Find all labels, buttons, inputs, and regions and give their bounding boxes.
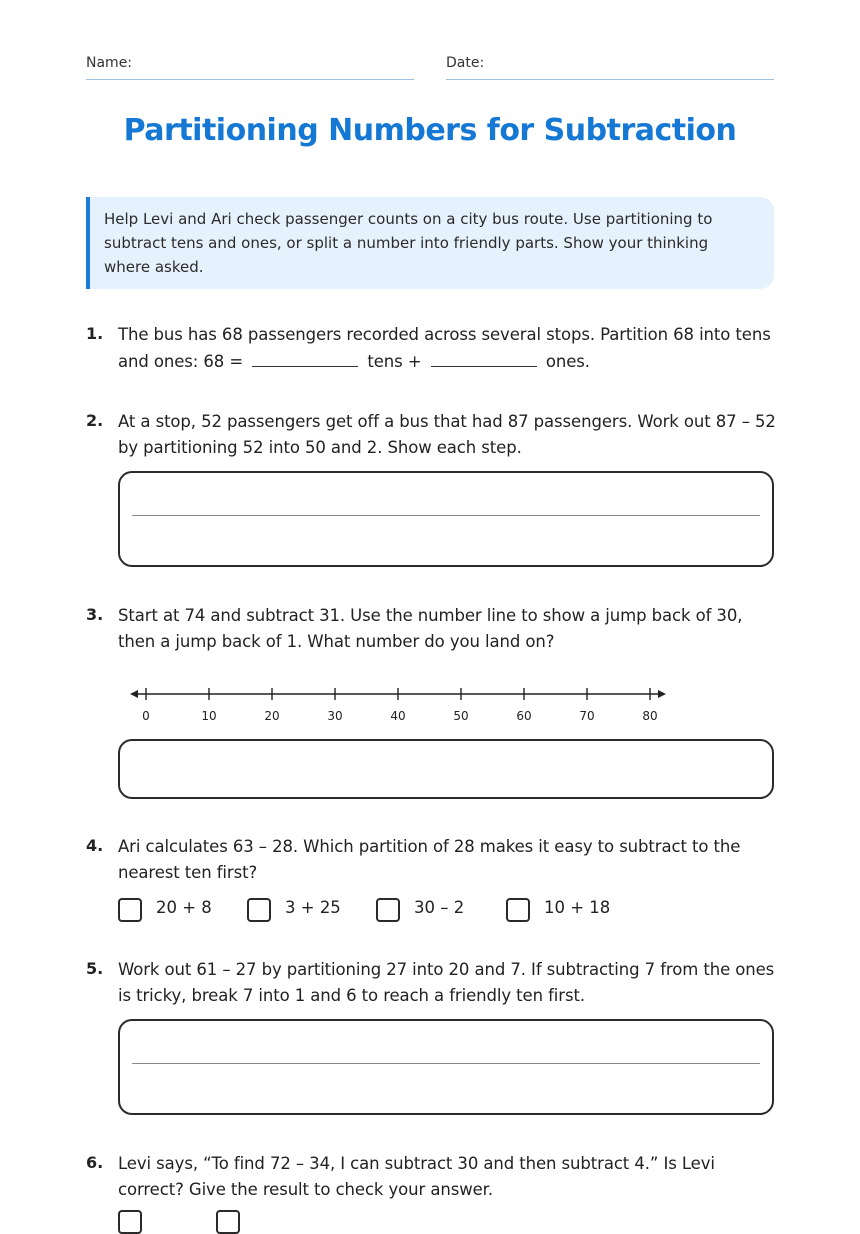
number-line-label: 20 bbox=[264, 709, 280, 723]
question-1-text bbox=[118, 322, 778, 375]
question-4-text: Ari calculates 63 – 28. Which partition of 28 makes it easy to subtract to the nearest ten first? bbox=[118, 837, 741, 882]
intro-text: Help Levi and Ari check passenger counts on a city bus route. Use partitioning to subtract tens and ones, or split a number into friendly parts. Show your thinking where asked. bbox=[104, 210, 713, 276]
number-line-left-arrow bbox=[130, 690, 138, 698]
page-title: Partitioning Numbers for Subtraction bbox=[123, 113, 737, 148]
option-checkbox[interactable] bbox=[118, 898, 142, 922]
writing-line bbox=[132, 1063, 760, 1064]
intro-box bbox=[86, 197, 774, 289]
question-5-number: 5. bbox=[86, 959, 104, 978]
number-line-label: 0 bbox=[142, 709, 150, 723]
option-checkbox[interactable] bbox=[247, 898, 271, 922]
writing-line bbox=[132, 515, 760, 516]
question-3-answer-box[interactable] bbox=[118, 739, 774, 799]
question-3-number: 3. bbox=[86, 605, 104, 624]
question-2-number: 2. bbox=[86, 411, 104, 430]
question-1-text-middle: tens + bbox=[367, 352, 422, 371]
date-label: Date: bbox=[446, 55, 485, 71]
option-label: 30 – 2 bbox=[414, 898, 465, 917]
question-1-text-before: The bus has 68 passengers recorded across several stops. Partition 68 into tens and ones: 68 = bbox=[118, 325, 771, 371]
question-6-text: Levi says, “To find 72 – 34, I can subtract 30 and then subtract 4.” Is Levi correct? Give the result to check your answer. bbox=[118, 1154, 715, 1199]
question-5-text: Work out 61 – 27 by partitioning 27 into 20 and 7. If subtracting 7 from the ones is tricky, break 7 into 1 and 6 to reach a friendly ten first. bbox=[118, 960, 775, 1005]
number-line-right-arrow bbox=[658, 690, 666, 698]
question-1-number: 1. bbox=[86, 324, 104, 343]
option-checkbox[interactable] bbox=[506, 898, 530, 922]
name-field[interactable] bbox=[86, 54, 414, 80]
question-2-answer-box[interactable] bbox=[118, 471, 774, 567]
question-4-number: 4. bbox=[86, 836, 104, 855]
number-line-label: 30 bbox=[327, 709, 343, 723]
tens-answer-blank[interactable] bbox=[252, 348, 358, 367]
option-label: 20 + 8 bbox=[156, 898, 212, 917]
option-checkbox[interactable] bbox=[118, 1210, 142, 1234]
question-6-number: 6. bbox=[86, 1153, 104, 1172]
number-line-label: 60 bbox=[516, 709, 532, 723]
question-5-answer-box[interactable] bbox=[118, 1019, 774, 1115]
option-checkbox[interactable] bbox=[376, 898, 400, 922]
question-1-text-after: ones. bbox=[545, 352, 590, 371]
option-checkbox[interactable] bbox=[216, 1210, 240, 1234]
option-label: 3 + 25 bbox=[285, 898, 341, 917]
number-line-label: 70 bbox=[579, 709, 595, 723]
ones-answer-blank[interactable] bbox=[431, 348, 537, 367]
number-line-label: 50 bbox=[453, 709, 469, 723]
date-field[interactable] bbox=[446, 54, 774, 80]
number-line-label: 40 bbox=[390, 709, 406, 723]
number-line bbox=[128, 682, 688, 732]
option-label: 10 + 18 bbox=[544, 898, 611, 917]
name-label: Name: bbox=[86, 55, 133, 71]
number-line-label: 10 bbox=[201, 709, 217, 723]
question-2-text: At a stop, 52 passengers get off a bus that had 87 passengers. Work out 87 – 52 by partitioning 52 into 50 and 2. Show each step. bbox=[118, 412, 776, 457]
number-line-label: 80 bbox=[642, 709, 658, 723]
question-3-text: Start at 74 and subtract 31. Use the number line to show a jump back of 30, then a jump back of 1. What number do you land on? bbox=[118, 606, 743, 651]
